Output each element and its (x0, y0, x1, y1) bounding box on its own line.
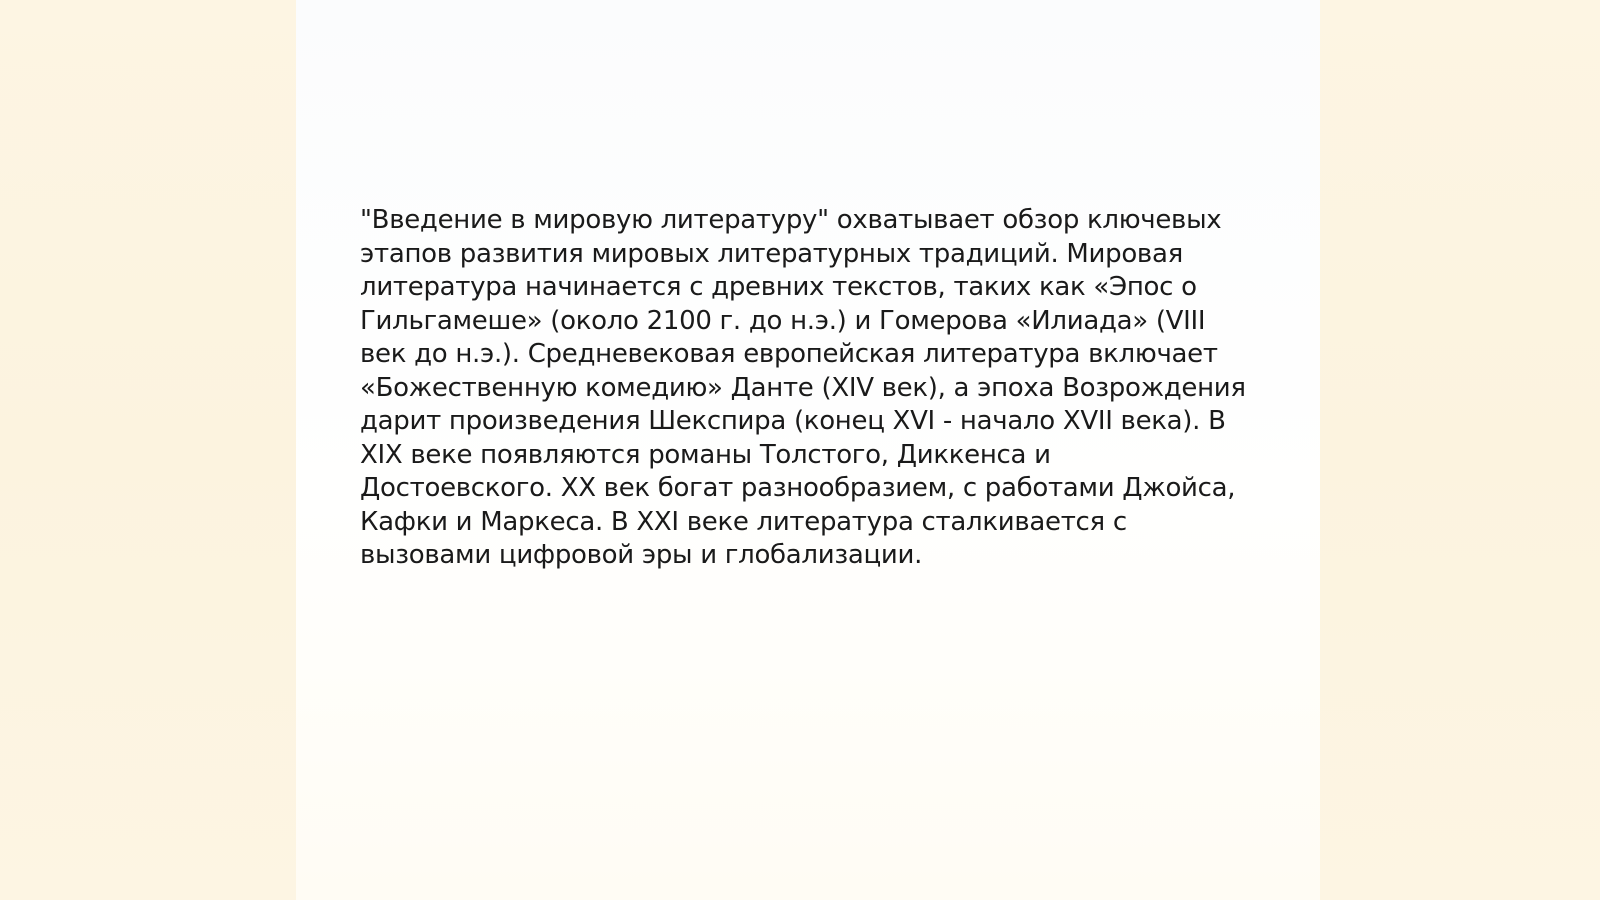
text-line: этапов развития мировых литературных традиций. Мировая (360, 238, 1183, 269)
text-line: дарит произведения Шекспира (конец XVI - начало XVII века). В (360, 406, 1226, 436)
text-line: Достоевского. XX век богат разнообразием, с работами Джойса, (360, 473, 1236, 503)
text-line: Гильгамеше» (около 2100 г. до н.э.) и Гомерова «Илиада» (VIII (360, 305, 1206, 336)
text-line: век до н.э.). Средневековая европейская литература включает (360, 339, 1218, 369)
left-background-panel (0, 0, 296, 900)
slide-body-text (360, 204, 1260, 573)
slide (296, 0, 1320, 900)
text-line: «Божественную комедию» Данте (XIV век), а эпоха Возрождения (360, 372, 1246, 403)
text-line: Кафки и Маркеса. В XXI веке литература сталкивается с (360, 506, 1127, 537)
right-background-panel (1320, 0, 1600, 900)
text-line: "Введение в мировую литературу" охватывает обзор ключевых (360, 205, 1222, 235)
text-line: литература начинается с древних текстов, таких как «Эпос о (360, 272, 1197, 302)
text-line: вызовами цифровой эры и глобализации. (360, 540, 923, 570)
text-line: XIX веке появляются романы Толстого, Диккенса и (360, 439, 1051, 470)
